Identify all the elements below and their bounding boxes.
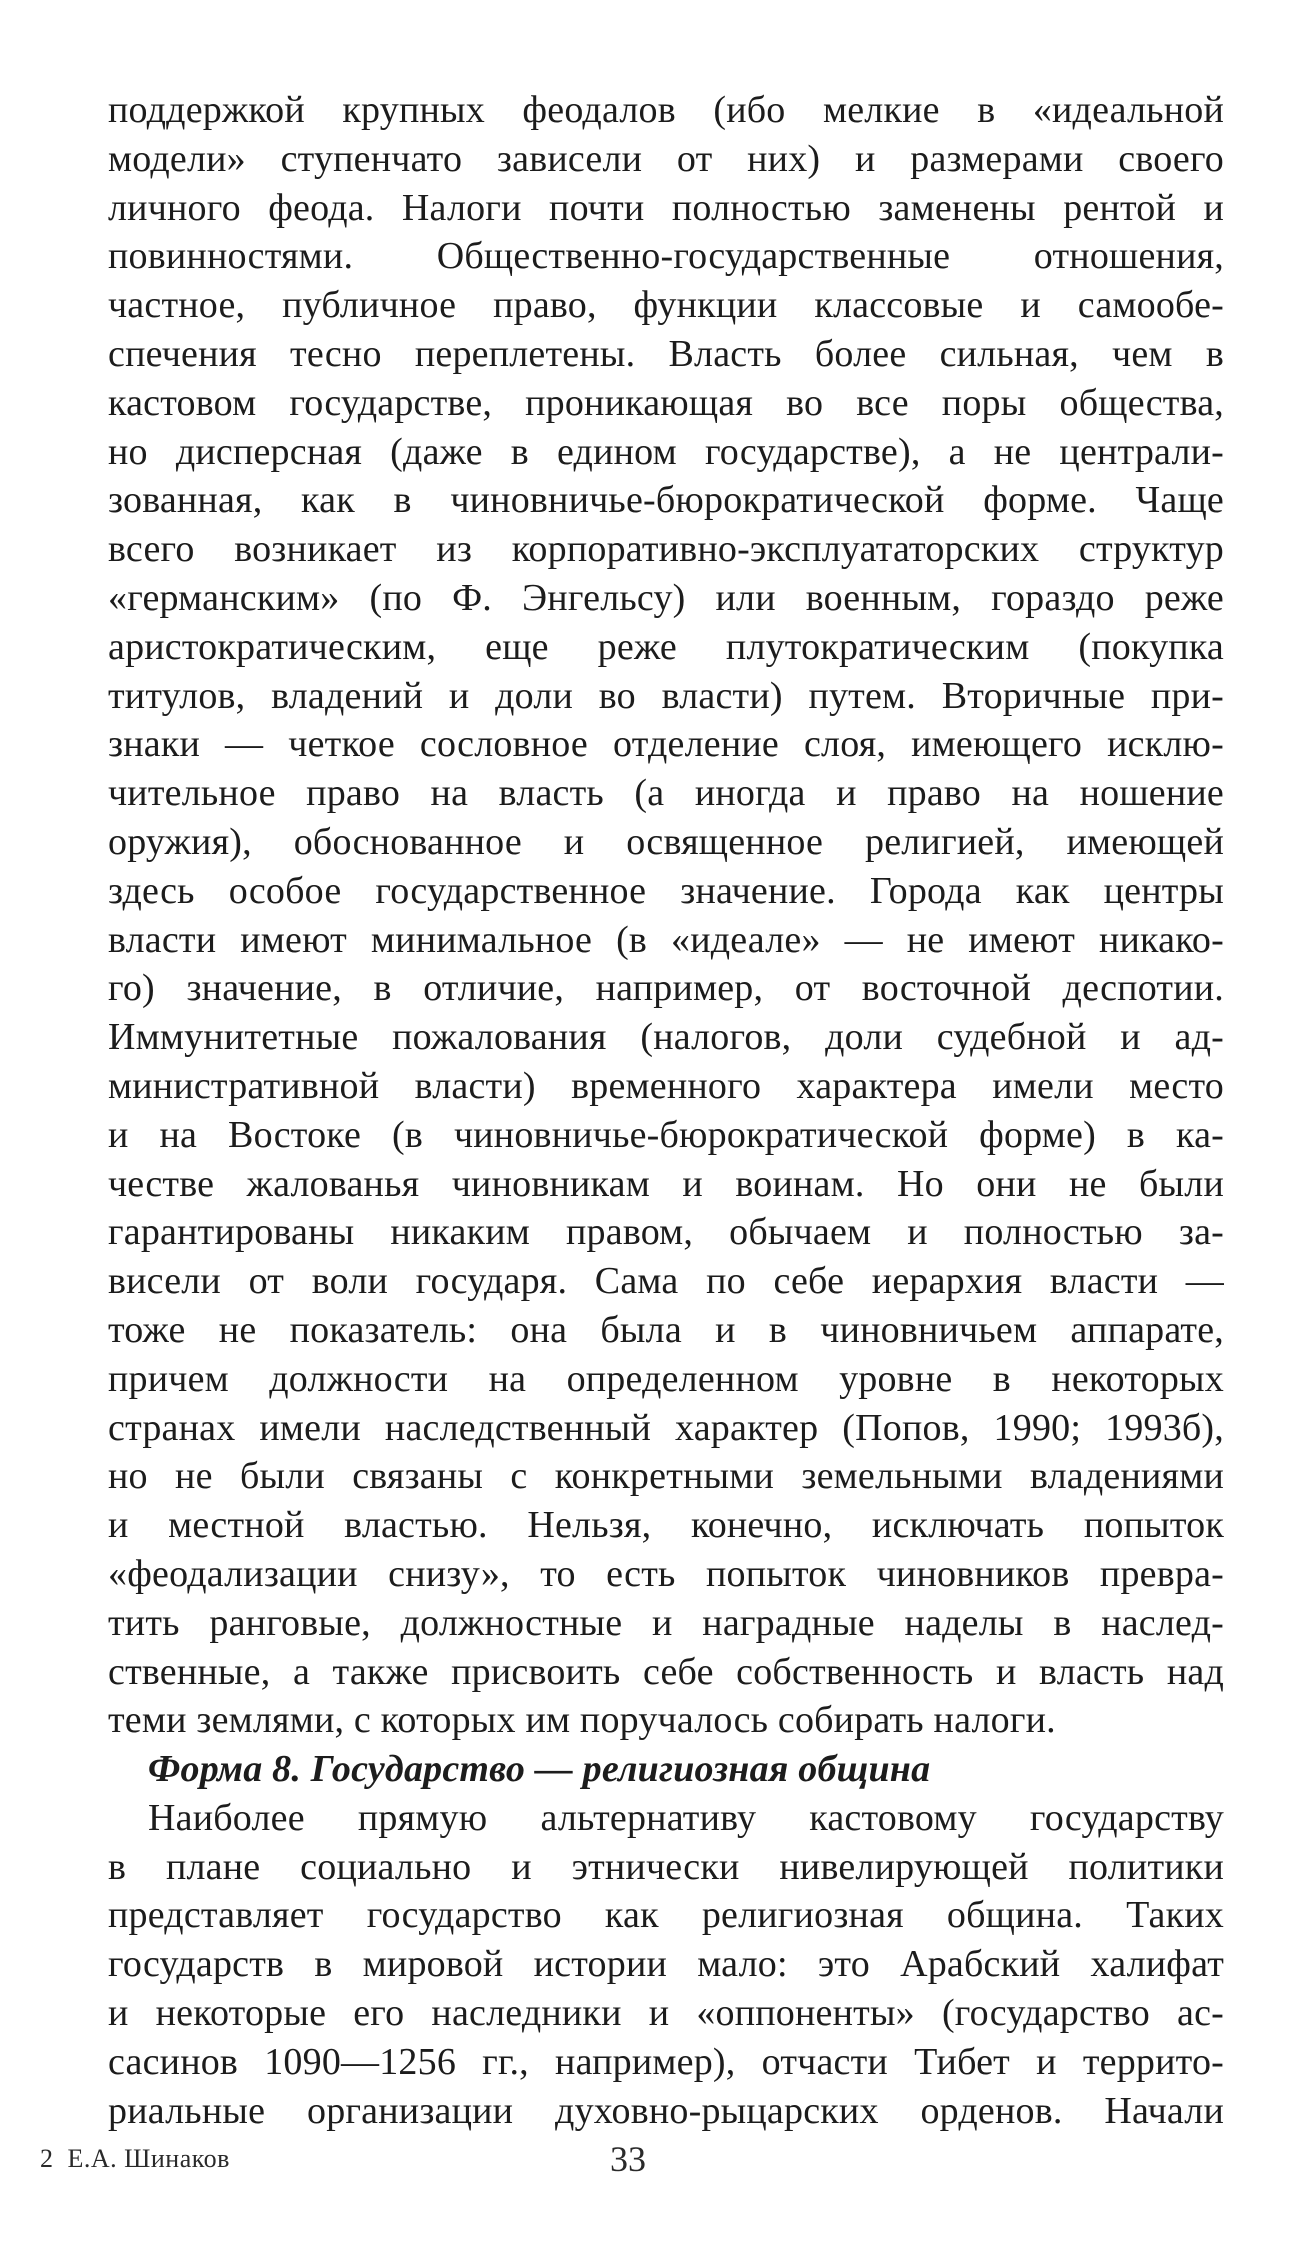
text-line: чительное право на власть (а иногда и право на ношение: [108, 772, 1224, 815]
text-line: повинностями. Общественно-государственные отношения,: [108, 235, 1224, 278]
text-line: честве жалованья чиновникам и воинам. Но они не были: [108, 1162, 1224, 1205]
text-line: представляет государство как религиозная община. Таких: [108, 1894, 1224, 1937]
text-line: государств в мировой истории мало: это Арабский халифат: [108, 1943, 1224, 1986]
body-text: [108, 86, 1224, 2135]
text-line: Наиболее прямую альтернативу кастовому государству: [148, 1796, 1224, 1839]
text-line: «феодализации снизу», то есть попыток чиновников превра-: [108, 1552, 1224, 1595]
text-line: частное, публичное право, функции классовые и самообе-: [108, 284, 1224, 327]
signature-number: 2: [40, 2144, 54, 2173]
text-line: здесь особое государственное значение. Города как центры: [108, 869, 1224, 912]
text-line: тоже не показатель: она была и в чиновничьем аппарате,: [108, 1308, 1224, 1351]
text-line: и на Востоке (в чиновничье-бюрократической форме) в ка-: [108, 1113, 1224, 1156]
text-line: министративной власти) временного характера имели место: [108, 1064, 1224, 1107]
text-line: но не были связаны с конкретными земельными владениями: [108, 1455, 1224, 1498]
text-line: причем должности на определенном уровне в некоторых: [108, 1357, 1224, 1400]
text-line: риальные организации духовно-рыцарских орденов. Начали: [108, 2089, 1224, 2132]
text-line: власти имеют минимальное (в «идеале» — не имеют никако-: [108, 918, 1224, 961]
text-line: в плане социально и этнически нивелирующей политики: [108, 1845, 1224, 1888]
text-line: странах имели наследственный характер (Попов, 1990; 1993б),: [108, 1406, 1224, 1449]
text-line: сасинов 1090—1256 гг., например), отчасти Тибет и террито-: [108, 2040, 1224, 2083]
section-heading: Форма 8. Государство — религиозная община: [148, 1748, 931, 1791]
text-line: поддержкой крупных феодалов (ибо мелкие в «идеальной: [108, 89, 1224, 131]
text-line: висели от воли государя. Сама по себе иерархия власти —: [108, 1260, 1224, 1303]
text-line: титулов, владений и доли во власти) путем. Вторичные при-: [108, 674, 1224, 717]
text-line: тить ранговые, должностные и наградные наделы в наслед-: [108, 1601, 1224, 1644]
text-line: гарантированы никаким правом, обычаем и полностью за-: [108, 1211, 1224, 1254]
signature-mark: [40, 2144, 244, 2174]
text-line: зованная, как в чиновничье-бюрократической форме. Чаще: [108, 479, 1224, 522]
text-line: го) значение, в отличие, например, от восточной деспотии.: [108, 967, 1224, 1010]
text-line: теми землями, с которых им поручалось собирать налоги.: [108, 1699, 1056, 1742]
text-line: аристократическим, еще реже плутократическим (покупка: [108, 625, 1224, 668]
text-line: всего возникает из корпоративно-эксплуататорских структур: [108, 528, 1224, 571]
text-line: модели» ступенчато зависели от них) и размерами своего: [108, 137, 1224, 180]
text-line: и местной властью. Нельзя, конечно, исключать попыток: [108, 1504, 1224, 1547]
text-line: и некоторые его наследники и «оппоненты» (государство ас-: [108, 1992, 1224, 2035]
text-line: знаки — четкое сословное отделение слоя, имеющего исклю-: [108, 723, 1224, 766]
text-line: но дисперсная (даже в едином государстве), а не централи-: [108, 430, 1224, 473]
author-name: Е.А. Шинаков: [67, 2144, 230, 2173]
text-line: Иммунитетные пожалования (налогов, доли судебной и ад-: [108, 1016, 1224, 1059]
text-line: спечения тесно переплетены. Власть более сильная, чем в: [108, 332, 1224, 375]
text-line: ственные, а также присвоить себе собственность и власть над: [108, 1650, 1224, 1693]
text-line: «германским» (по Ф. Энгельсу) или военным, гораздо реже: [108, 576, 1224, 619]
text-line: кастовом государстве, проникающая во все поры общества,: [108, 381, 1224, 424]
page-number: 33: [610, 2139, 646, 2179]
text-line: личного феода. Налоги почти полностью заменены рентой и: [108, 186, 1224, 229]
page-footer: [0, 2138, 1299, 2178]
text-line: оружия), обоснованное и освященное религией, имеющей: [108, 820, 1224, 863]
